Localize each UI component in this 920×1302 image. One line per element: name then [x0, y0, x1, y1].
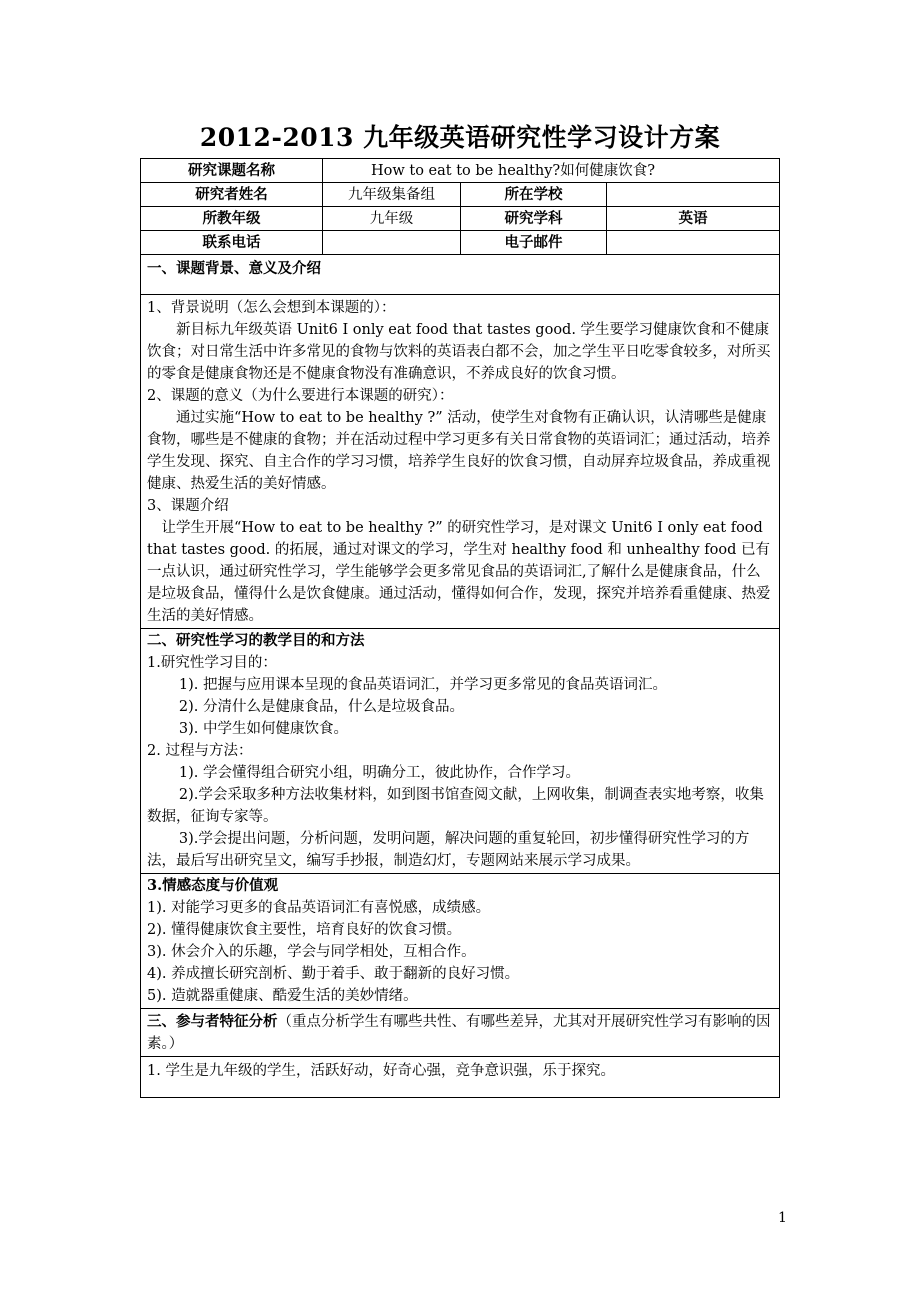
- goal-item: 3). 中学生如何健康饮食。: [178, 721, 348, 737]
- method-item: 2).学会采取多种方法收集材料，如到图书馆查阅文献，上网收集，制调查表实地考察，收集数据，征询专家等。: [147, 787, 764, 825]
- section1-heading: 一、课题背景、意义及介绍: [141, 255, 780, 295]
- attitude-item: 2). 懂得健康饮食主要性，培育良好的饮食习惯。: [147, 922, 462, 938]
- significance-text: 通过实施“How to eat to be healthy ?” 活动，使学生对食物有正确认识，认清哪些是健康食物，哪些是不健康的食物；并在活动过程中学习更多有关日常食物的英语词汇；通过活动，培养学生发现、探究、自主合作的学习习惯，培养学生良好的饮食习惯，自动屏弃垃圾食品，养成重视健康、热爱生活的美好情感。: [147, 410, 771, 492]
- participant-item: 1. 学生是九年级的学生，活跃好动，好奇心强，竞争意识强，乐于探究。: [147, 1063, 615, 1079]
- goal-item: 1). 把握与应用课本呈现的食品英语词汇，并学习更多常见的食品英语词汇。: [178, 677, 667, 693]
- topic-row: [141, 159, 780, 183]
- attitude-item: 3). 休会介入的乐趣，学会与同学相处，互相合作。: [147, 944, 476, 960]
- attitude-item: 5). 造就器重健康、酷爱生活的美妙情绪。: [147, 988, 418, 1004]
- page-number: 1: [778, 1210, 787, 1226]
- method-item: 1). 学会懂得组合研究小组，明确分工，彼此协作，合作学习。: [178, 765, 580, 781]
- subject-value: 英语: [607, 207, 780, 231]
- section1-heading-row: [141, 255, 780, 295]
- topic-value: How to eat to be healthy?如何健康饮食?: [323, 159, 780, 183]
- significance-title: 2、课题的意义（为什么要进行本课题的研究）：: [147, 388, 454, 404]
- contact-row: [141, 231, 780, 255]
- grade-value: 九年级: [323, 207, 461, 231]
- intro-title: 3、课题介绍: [147, 498, 229, 514]
- intro-text: 让学生开展“How to eat to be healthy ?” 的研究性学习，是对课文 Unit6 I only eat food that tastes good. 的拓展，通过对课文的学习，学生对 healthy food 和 unhealthy food 已有一点认识，通过研究性学习，学生能够学会更多常见食品的英语词汇,了解什么是健康食品，什么是垃圾食品，懂得什么是饮食健康。通过活动，懂得如何合作，发现，探究并培养看重健康、热爱生活的美好情感。: [147, 520, 771, 624]
- school-label: 所在学校: [461, 183, 607, 207]
- attitude-item: 1). 对能学习更多的食品英语词汇有喜悦感，成绩感。: [147, 900, 491, 916]
- method-title: 2. 过程与方法：: [147, 743, 253, 759]
- researcher-value: 九年级集备组: [323, 183, 461, 207]
- researcher-row: [141, 183, 780, 207]
- section2-heading: 二、研究性学习的教学目的和方法: [147, 632, 365, 649]
- section4-body-row: [141, 1057, 780, 1098]
- section4-heading: 三、参与者特征分析: [147, 1013, 278, 1030]
- researcher-label: 研究者姓名: [141, 183, 323, 207]
- section3-heading: 3.情感态度与价值观: [147, 877, 279, 894]
- design-plan-table: [140, 158, 780, 1098]
- background-text: 新目标九年级英语 Unit6 I only eat food that tastes good. 学生要学习健康饮食和不健康饮食；对日常生活中许多常见的食物与饮料的英语表白都不会，加之学生平日吃零食较多，对所买的零食是健康食物还是不健康食物没有准确意识，不养成良好的饮食习惯。: [147, 322, 771, 382]
- grade-label: 所教年级: [141, 207, 323, 231]
- grade-row: [141, 207, 780, 231]
- method-item: 3).学会提出问题，分析问题，发明问题，解决问题的重复轮回，初步懂得研究性学习的方法，最后写出研究呈文，编写手抄报，制造幻灯，专题网站来展示学习成果。: [147, 831, 750, 869]
- section4-heading-row: [141, 1009, 780, 1057]
- section3-row: [141, 874, 780, 1009]
- background-title: 1、背景说明（怎么会想到本课题的）：: [147, 300, 396, 316]
- attitude-item: 4). 养成擅长研究剖析、勤于着手、敢于翻新的良好习惯。: [147, 966, 520, 982]
- email-value: [607, 231, 780, 255]
- school-value: [607, 183, 780, 207]
- phone-value: [323, 231, 461, 255]
- section2-row: [141, 629, 780, 874]
- topic-label: 研究课题名称: [141, 159, 323, 183]
- email-label: 电子邮件: [461, 231, 607, 255]
- subject-label: 研究学科: [461, 207, 607, 231]
- section1-body-row: [141, 295, 780, 629]
- section4-note: （重点分析学生有哪些共性、有哪些差异，尤其对开展研究性学习有影响的因素。）: [147, 1014, 771, 1052]
- phone-label: 联系电话: [141, 231, 323, 255]
- goal-item: 2). 分清什么是健康食品，什么是垃圾食品。: [178, 699, 464, 715]
- document-title: 2012-2013 九年级英语研究性学习设计方案: [199, 123, 721, 152]
- goal-title: 1.研究性学习目的：: [147, 655, 277, 671]
